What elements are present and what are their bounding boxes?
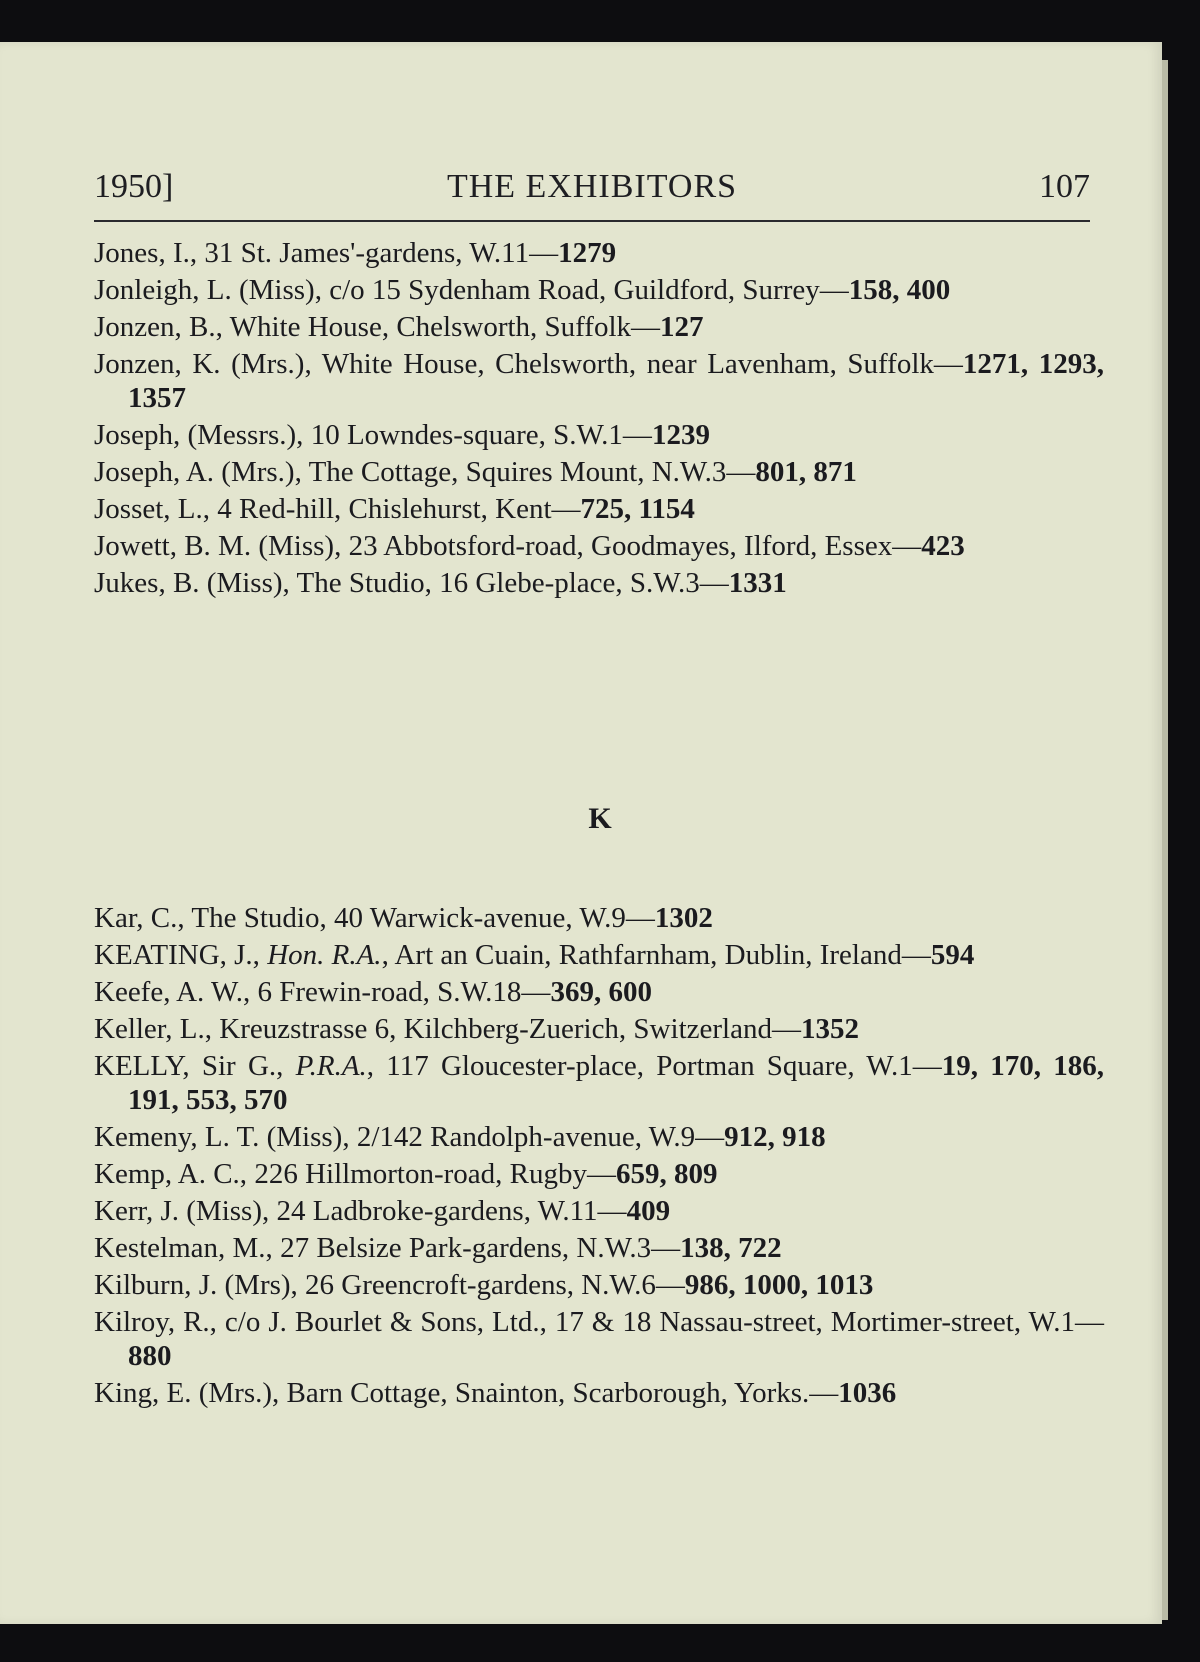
entry-numbers: 369, 600 bbox=[550, 976, 652, 1008]
entry-address: 31 St. James'-gardens, W.11— bbox=[204, 237, 559, 269]
exhibitor-entry bbox=[94, 1194, 1104, 1228]
entry-numbers: 19, 170, 186, 191, 553, 570 bbox=[128, 1050, 1104, 1116]
header-title: THE EXHIBITORS bbox=[446, 168, 738, 205]
entry-address: 26 Greencroft-gardens, N.W.6— bbox=[305, 1269, 685, 1301]
entry-address: , 117 Gloucester-place, Portman Square, W.1— bbox=[366, 1050, 942, 1082]
entry-name: Jonzen, B., bbox=[94, 311, 230, 343]
entry-name: Keller, L., bbox=[94, 1013, 220, 1045]
exhibitor-entry bbox=[94, 1120, 1104, 1154]
exhibitor-entry bbox=[94, 566, 1104, 600]
entry-name: Josset, L., bbox=[94, 493, 218, 525]
entry-address: 27 Belsize Park-gardens, N.W.3— bbox=[280, 1232, 681, 1264]
entry-numbers: 912, 918 bbox=[724, 1121, 826, 1153]
exhibitor-entry bbox=[94, 455, 1104, 489]
exhibitor-entry bbox=[94, 310, 1104, 344]
exhibitor-entry bbox=[94, 492, 1104, 526]
entry-numbers: 880 bbox=[128, 1340, 172, 1372]
entry-title: P.R.A. bbox=[295, 1050, 367, 1082]
exhibitor-entry bbox=[94, 901, 1104, 935]
exhibitor-list-k bbox=[94, 901, 1104, 1413]
entry-name: Jonzen, K. (Mrs.), bbox=[94, 348, 322, 380]
entry-address: 10 Lowndes-square, S.W.1— bbox=[310, 419, 652, 451]
entry-numbers: 594 bbox=[930, 939, 975, 971]
entry-address: , Art an Cuain, Rathfarnham, Dublin, Ireland— bbox=[381, 939, 931, 971]
entry-name: Jonleigh, L. (Miss), bbox=[94, 274, 330, 306]
entry-name: Joseph, (Messrs.), bbox=[94, 419, 311, 451]
entry-address: The Cottage, Squires Mount, N.W.3— bbox=[308, 456, 756, 488]
entry-numbers: 409 bbox=[626, 1195, 671, 1227]
entry-title: Hon. R.A. bbox=[267, 939, 382, 971]
entry-name: Kilroy, R., bbox=[94, 1306, 225, 1338]
entry-numbers: 1331 bbox=[728, 567, 787, 599]
running-header bbox=[94, 168, 1090, 214]
entry-address: White House, Chelsworth, Suffolk— bbox=[229, 311, 661, 343]
entry-numbers: 1239 bbox=[651, 419, 710, 451]
page-edge bbox=[1162, 60, 1168, 1620]
entry-numbers: 1036 bbox=[838, 1377, 897, 1409]
exhibitor-entry bbox=[94, 1012, 1104, 1046]
entry-numbers: 801, 871 bbox=[755, 456, 857, 488]
exhibitor-entry bbox=[94, 1049, 1104, 1117]
header-rule bbox=[94, 220, 1090, 222]
entry-name: Kemp, A. C., bbox=[94, 1158, 255, 1190]
entry-numbers: 127 bbox=[660, 311, 704, 343]
entry-name: Jukes, B. (Miss), bbox=[94, 567, 297, 599]
exhibitor-entry bbox=[94, 1268, 1104, 1302]
entry-numbers: 1352 bbox=[800, 1013, 859, 1045]
entry-address: Kreuzstrasse 6, Kilchberg-Zuerich, Switzerland— bbox=[219, 1013, 801, 1045]
entry-name: Keefe, A. W., bbox=[94, 976, 258, 1008]
exhibitor-entry bbox=[94, 1231, 1104, 1265]
entry-address: c/o 15 Sydenham Road, Guildford, Surrey— bbox=[329, 274, 849, 306]
section-letter: K bbox=[588, 802, 612, 835]
exhibitor-entry bbox=[94, 418, 1104, 452]
entry-numbers: 1302 bbox=[654, 902, 713, 934]
entry-numbers: 423 bbox=[921, 530, 965, 562]
exhibitor-entry bbox=[94, 1376, 1104, 1410]
page-number: 107 bbox=[1039, 168, 1090, 205]
exhibitor-entry bbox=[94, 975, 1104, 1009]
entry-name: Kemeny, L. T. (Miss), bbox=[94, 1121, 357, 1153]
entry-name: KELLY, Sir G., bbox=[94, 1050, 296, 1082]
entry-name: Kar, C., bbox=[94, 902, 192, 934]
exhibitor-entry bbox=[94, 273, 1104, 307]
entry-numbers: 659, 809 bbox=[615, 1158, 718, 1190]
entry-name: KEATING, J., bbox=[94, 939, 268, 971]
exhibitor-entry bbox=[94, 938, 1104, 972]
entry-name: Jones, I., bbox=[94, 237, 205, 269]
entry-name: Kerr, J. (Miss), bbox=[94, 1195, 277, 1227]
entry-address: The Studio, 16 Glebe-place, S.W.3— bbox=[296, 567, 729, 599]
entry-numbers: 1279 bbox=[558, 237, 617, 269]
entry-name: Jowett, B. M. (Miss), bbox=[94, 530, 349, 562]
entry-name: Joseph, A. (Mrs.), bbox=[94, 456, 309, 488]
entry-name: Kilburn, J. (Mrs), bbox=[94, 1269, 306, 1301]
entry-numbers: 986, 1000, 1013 bbox=[684, 1269, 874, 1301]
entry-address: Barn Cottage, Snainton, Scarborough, Yorks.— bbox=[286, 1377, 839, 1409]
exhibitor-list-j bbox=[94, 236, 1104, 603]
exhibitor-entry bbox=[94, 529, 1104, 563]
entry-numbers: 138, 722 bbox=[680, 1232, 782, 1264]
header-year: 1950] bbox=[94, 168, 174, 205]
entry-address: 24 Ladbroke-gardens, W.11— bbox=[276, 1195, 627, 1227]
exhibitor-entry bbox=[94, 1157, 1104, 1191]
entry-numbers: 725, 1154 bbox=[580, 493, 695, 525]
exhibitor-entry bbox=[94, 1305, 1104, 1373]
exhibitor-entry bbox=[94, 347, 1104, 415]
entry-address: White House, Chelsworth, near Lavenham, Suffolk— bbox=[321, 348, 963, 380]
entry-address: The Studio, 40 Warwick-avenue, W.9— bbox=[191, 902, 655, 934]
entry-address: c/o J. Bourlet & Sons, Ltd., 17 & 18 Nassau-street, Mortimer-street, W.1— bbox=[224, 1306, 1104, 1338]
entry-name: Kestelman, M., bbox=[94, 1232, 281, 1264]
entry-numbers: 158, 400 bbox=[848, 274, 951, 306]
entry-address: 4 Red-hill, Chislehurst, Kent— bbox=[217, 493, 581, 525]
entry-address: 2/142 Randolph-avenue, W.9— bbox=[356, 1121, 725, 1153]
entry-address: 226 Hillmorton-road, Rugby— bbox=[254, 1158, 616, 1190]
entry-name: King, E. (Mrs.), bbox=[94, 1377, 287, 1409]
entry-address: 6 Frewin-road, S.W.18— bbox=[257, 976, 551, 1008]
entry-address: 23 Abbotsford-road, Goodmayes, Ilford, Essex— bbox=[348, 530, 922, 562]
entry-numbers: 1271, 1293, 1357 bbox=[128, 348, 1104, 414]
exhibitor-entry bbox=[94, 236, 1104, 270]
